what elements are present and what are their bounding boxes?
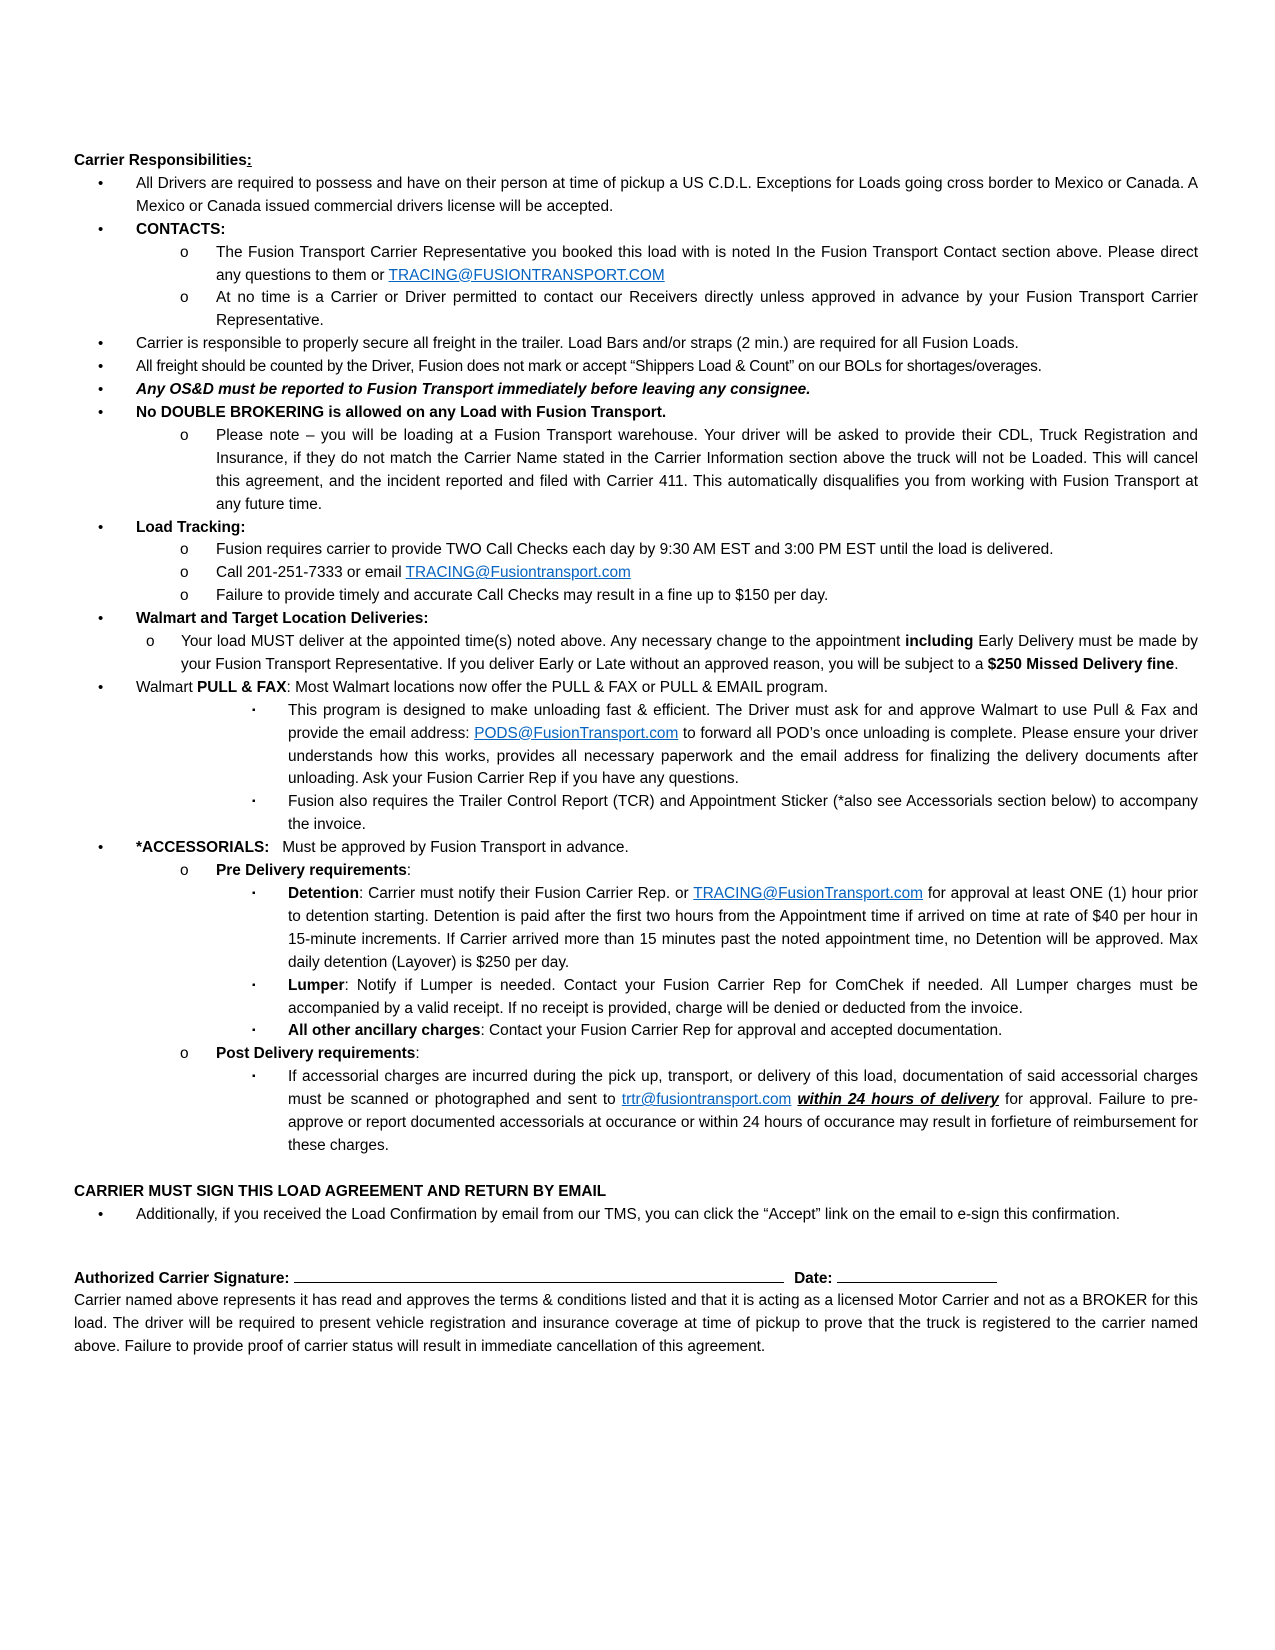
sign-heading-text: CARRIER MUST SIGN THIS LOAD AGREEMENT AND RETURN BY EMAIL — [74, 1182, 607, 1200]
sub-item-lumper — [74, 975, 1198, 1021]
square-marker: ▪ — [252, 979, 256, 991]
list-item-osd — [74, 379, 1198, 402]
circle-marker: o — [180, 862, 189, 880]
accessorials-text: Must be approved by Fusion Transport in advance. — [269, 839, 629, 857]
sub-item-detention — [74, 883, 1198, 975]
wt-text-c: Early Delivery must be made by your Fusion Transport Representative. If you deliver Early or Late without an approved reason, you will be subject to a — [181, 633, 1198, 673]
wt-text-including: including — [905, 633, 974, 651]
ancillary-label: All other ancillary charges — [288, 1022, 481, 1040]
detention-email-link[interactable]: TRACING@FusionTransport.com — [693, 885, 923, 902]
ancillary-text: : Contact your Fusion Carrier Rep for approval and accepted documentation. — [480, 1022, 1003, 1040]
lumper-label: Lumper — [288, 976, 345, 994]
within-24-hours-text: within 24 hours of delivery — [797, 1091, 999, 1109]
list-item-accessorials — [74, 837, 1198, 860]
square-marker: ▪ — [252, 888, 256, 899]
sub-item-post-delivery — [74, 1043, 1198, 1066]
circle-marker: o — [180, 243, 189, 261]
final-paragraph-text: Carrier named above represents it has read and approves the terms & conditions listed and that it is acting as a licensed Motor Carrier and not as a BROKER for this load. The driver will be required to present vehicle registration and insurance coverage at time of pickup to prove that the truck is registered to the carrier named above. Failure to provide proof of carrier status will result in immediate cancellation of this agreement. — [74, 1292, 1198, 1356]
tracking-label: Load Tracking: — [136, 518, 246, 536]
wt-missed-fine: $250 Missed Delivery fine — [987, 655, 1175, 673]
count-text: All freight should be counted by the Driver, Fusion does not mark or accept “Shippers Load & Count” on our BOLs for shortages/overages. — [136, 358, 1042, 376]
bullet-marker: • — [98, 839, 104, 857]
post-delivery-label: Post Delivery requirements — [216, 1045, 416, 1063]
drivers-text: All Drivers are required to possess and have on their person at time of pickup a US C.D.L. Exceptions for Loads going cross border to Mexico or Canada. A Mexico or Canada issued commercial drivers license will be accepted. — [136, 174, 1198, 215]
tracking-1-text: Fusion requires carrier to provide TWO Call Checks each day by 9:30 AM EST and 3:00 PM EST until the load is delivered. — [216, 541, 1054, 559]
sub-item-ancillary — [74, 1020, 1198, 1043]
post-text: If accessorial charges are incurred during the pick up, transport, or delivery of this load, documentation of said accessorial charges must be scanned or photographed and sent to — [288, 1068, 1198, 1109]
post-post-text: for approval. Failure to pre-approve or report documented accessorials at occurance or within 24 hours of occurance may result in forfieture of reimbursement for these charges. — [288, 1091, 1199, 1154]
square-marker: ▪ — [252, 704, 256, 716]
pf-1-post-text: to forward all POD’s once unloading is complete. Please ensure your driver understands how this works, provides all necessary paperwork and the email address for finalizing the delivery documents after unloading. Ask your Fusion Carrier Rep if you have any questions. — [288, 724, 1198, 788]
double-note-text: Please note – you will be loading at a Fusion Transport warehouse. Your driver will be asked to provide their CDL, Truck Registration and Insurance, if they do not match the Carrier Name stated in the Carrier Information section above the truck will not be Loaded. This will cancel this agreement, and the incident reported and filed with Carrier 411. This automatically disqualifies you from working with Fusion Transport at any future time. — [216, 426, 1198, 513]
final-paragraph — [74, 1290, 1198, 1359]
secure-text: Carrier is responsible to properly secure all freight in the trailer. Load Bars and/or straps (2 min.) are required for all Fusion Loads. — [136, 335, 1019, 353]
tracking-3-text: Failure to provide timely and accurate Call Checks may result in a fine up to $150 per day. — [216, 587, 829, 605]
circle-marker: o — [180, 426, 189, 444]
sub-item-contacts-2 — [74, 287, 1198, 333]
walmart-target-label: Walmart and Target Location Deliveries: — [136, 610, 429, 628]
sign-heading — [74, 1181, 1198, 1204]
title-text: Carrier Responsibilities — [74, 152, 247, 169]
osd-text: Any OS&D must be reported to Fusion Transport immediately before leaving any consignee. — [136, 381, 811, 399]
signature-field[interactable] — [294, 1268, 784, 1283]
detention-label: Detention — [288, 885, 359, 902]
circle-marker: o — [180, 541, 189, 559]
list-item-e-sign — [74, 1204, 1198, 1227]
bullet-marker: • — [98, 381, 104, 399]
sub-item-tracking-1 — [74, 539, 1198, 562]
double-brokering-text: No DOUBLE BROKERING is allowed on any Load with Fusion Transport. — [136, 403, 667, 421]
sub-item-post-accessorial — [74, 1066, 1198, 1158]
list-item-pull-fax — [74, 677, 1198, 700]
document-page — [74, 150, 1198, 1359]
circle-marker: o — [180, 564, 189, 582]
square-marker: ▪ — [252, 1025, 256, 1037]
sub-item-tracking-2 — [74, 562, 1198, 585]
bullet-marker: • — [98, 403, 104, 421]
accessorials-label: *ACCESSORIALS: — [136, 839, 270, 857]
section-title — [74, 150, 1198, 173]
sub-item-contacts-1 — [74, 242, 1198, 288]
list-item-count — [74, 356, 1198, 379]
circle-marker: o — [180, 587, 189, 605]
lumper-text: : Notify if Lumper is needed. Contact your Fusion Carrier Rep for ComChek if needed. All Lumper charges must be accompanied by a valid receipt. If no receipt is provided, charge will be denied or deducted from the invoice. — [288, 976, 1198, 1017]
pre-delivery-colon: : — [406, 862, 412, 880]
e-sign-text: Additionally, if you received the Load Confirmation by email from our TMS, you can click the “Accept” link on the email to e-sign this confirmation. — [136, 1205, 1121, 1223]
tracking-2-text: Call 201-251-7333 or email — [216, 564, 406, 582]
signature-label: Authorized Carrier Signature: — [74, 1269, 290, 1287]
pf-label: PULL & FAX — [197, 678, 287, 696]
date-label: Date: — [794, 1269, 833, 1287]
pods-email-link[interactable]: PODS@FusionTransport.com — [474, 724, 679, 742]
detention-post-text: for approval at least ONE (1) hour prior to detention starting. Detention is paid after the first two hours from the Appointment time if arrived on time at rate of $40 per hour in 15-minute increments. If Carrier arrived more than 15 minutes past the noted appointment time, no Detention will be approved. Max daily detention (Layover) is $250 per day. — [288, 885, 1198, 971]
bullet-marker: • — [98, 610, 104, 628]
circle-marker: o — [180, 1045, 189, 1063]
sub-item-tracking-3 — [74, 585, 1198, 608]
date-field[interactable] — [837, 1268, 997, 1283]
sub-item-pull-fax-2 — [74, 791, 1198, 837]
detention-text: : Carrier must notify their Fusion Carrier Rep. or — [358, 885, 694, 902]
list-item-double-brokering — [74, 402, 1198, 425]
bullet-marker: • — [98, 678, 104, 696]
square-marker: ▪ — [252, 796, 256, 808]
trtr-email-link[interactable]: trtr@fusiontransport.com — [621, 1091, 792, 1109]
post-delivery-colon: : — [415, 1045, 420, 1063]
pf-1-text: This program is designed to make unloading fast & efficient. The Driver must ask for and approve Walmart to use Pull & Fax and provide the email address: — [288, 701, 1198, 742]
pf-text-a: Walmart — [136, 678, 197, 696]
tracing-email-link-2[interactable]: TRACING@Fusiontransport.com — [405, 564, 631, 582]
bullet-marker: • — [98, 335, 104, 353]
bullet-marker: • — [98, 1205, 104, 1223]
pre-delivery-label: Pre Delivery requirements — [216, 862, 407, 880]
contacts-2-text: At no time is a Carrier or Driver permitted to contact our Receivers directly unless approved in advance by your Fusion Transport Carrier Representative. — [216, 289, 1198, 330]
sub-item-pre-delivery — [74, 860, 1198, 883]
sub-item-pull-fax-1 — [74, 700, 1198, 792]
list-item-drivers — [74, 173, 1198, 219]
sub-item-double-note — [74, 425, 1198, 517]
list-item-load-tracking — [74, 517, 1198, 540]
signature-row — [74, 1268, 1198, 1291]
tracing-email-link[interactable]: TRACING@FUSIONTRANSPORT.COM — [388, 266, 665, 284]
bullet-marker: • — [98, 358, 104, 376]
pf-text-c: : Most Walmart locations now offer the PULL & FAX or PULL & EMAIL program. — [286, 678, 828, 696]
bullet-marker: • — [98, 174, 104, 192]
wt-text-e: . — [1174, 655, 1179, 673]
square-marker: ▪ — [252, 1071, 256, 1083]
circle-marker: o — [146, 633, 155, 651]
list-item-secure — [74, 333, 1198, 356]
sub-item-walmart-target-1 — [74, 631, 1198, 677]
circle-marker: o — [180, 289, 189, 307]
list-item-contacts — [74, 219, 1198, 242]
title-colon: : — [246, 152, 252, 169]
list-item-walmart-target — [74, 608, 1198, 631]
bullet-marker: • — [98, 220, 104, 238]
pf-2-text: Fusion also requires the Trailer Control Report (TCR) and Appointment Sticker (*also see Accessorials section below) to accompany the invoice. — [288, 793, 1198, 834]
contacts-label: CONTACTS: — [136, 220, 226, 238]
contacts-1-text: The Fusion Transport Carrier Representative you booked this load with is noted In the Fusion Transport Contact section above. Please direct any questions to them or — [216, 243, 1198, 284]
bullet-marker: • — [98, 518, 104, 536]
wt-text-a: Your load MUST deliver at the appointed time(s) noted above. Any necessary change to the appointment — [181, 633, 906, 651]
